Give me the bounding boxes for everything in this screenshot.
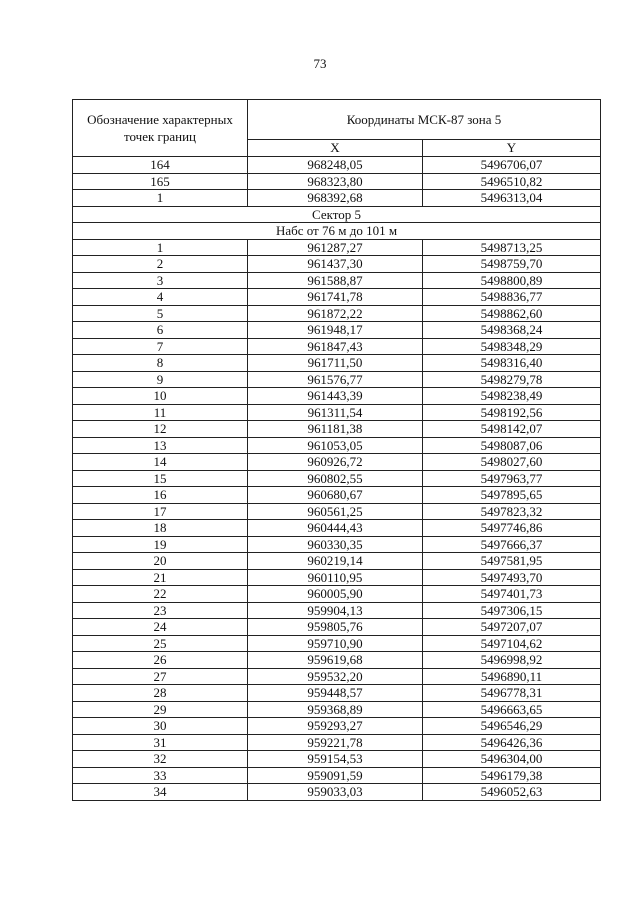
table-row bbox=[73, 751, 601, 768]
cell-y: 5497306,15 bbox=[423, 602, 601, 619]
cell-point-number: 21 bbox=[73, 569, 248, 586]
cell-y: 5497493,70 bbox=[423, 569, 601, 586]
cell-y: 5496663,65 bbox=[423, 701, 601, 718]
table-row bbox=[73, 520, 601, 537]
cell-x: 961741,78 bbox=[248, 289, 423, 306]
sector-rows bbox=[73, 239, 601, 800]
cell-x: 959904,13 bbox=[248, 602, 423, 619]
cell-point-number: 30 bbox=[73, 718, 248, 735]
cell-point-number: 6 bbox=[73, 322, 248, 339]
cell-x: 960219,14 bbox=[248, 553, 423, 570]
cell-y: 5496052,63 bbox=[423, 784, 601, 801]
cell-point-number: 23 bbox=[73, 602, 248, 619]
cell-point-number: 11 bbox=[73, 404, 248, 421]
cell-x: 961053,05 bbox=[248, 437, 423, 454]
cell-point-number: 28 bbox=[73, 685, 248, 702]
table-row bbox=[73, 784, 601, 801]
cell-x: 968392,68 bbox=[248, 190, 423, 207]
cell-x: 959293,27 bbox=[248, 718, 423, 735]
cell-y: 5498836,77 bbox=[423, 289, 601, 306]
table-row bbox=[73, 586, 601, 603]
cell-y: 5496546,29 bbox=[423, 718, 601, 735]
rows-before-sector bbox=[73, 157, 601, 207]
cell-x: 960561,25 bbox=[248, 503, 423, 520]
cell-x: 959221,78 bbox=[248, 734, 423, 751]
table-row bbox=[73, 470, 601, 487]
cell-y: 5497963,77 bbox=[423, 470, 601, 487]
cell-x: 961287,27 bbox=[248, 239, 423, 256]
cell-x: 961437,30 bbox=[248, 256, 423, 273]
cell-point-number: 15 bbox=[73, 470, 248, 487]
cell-x: 960005,90 bbox=[248, 586, 423, 603]
cell-point-number: 164 bbox=[73, 157, 248, 174]
cell-point-number: 10 bbox=[73, 388, 248, 405]
table-row bbox=[73, 487, 601, 504]
cell-x: 960110,95 bbox=[248, 569, 423, 586]
cell-point-number: 33 bbox=[73, 767, 248, 784]
table-row bbox=[73, 767, 601, 784]
sector-header bbox=[73, 206, 601, 239]
cell-y: 5497207,07 bbox=[423, 619, 601, 636]
table-row bbox=[73, 503, 601, 520]
table-row bbox=[73, 404, 601, 421]
cell-point-number: 1 bbox=[73, 239, 248, 256]
cell-point-number: 32 bbox=[73, 751, 248, 768]
cell-point-number: 34 bbox=[73, 784, 248, 801]
cell-x: 959619,68 bbox=[248, 652, 423, 669]
cell-x: 959091,59 bbox=[248, 767, 423, 784]
cell-y: 5497581,95 bbox=[423, 553, 601, 570]
cell-y: 5498027,60 bbox=[423, 454, 601, 471]
cell-y: 5498238,49 bbox=[423, 388, 601, 405]
cell-x: 959532,20 bbox=[248, 668, 423, 685]
cell-y: 5496998,92 bbox=[423, 652, 601, 669]
cell-point-number: 26 bbox=[73, 652, 248, 669]
cell-x: 961311,54 bbox=[248, 404, 423, 421]
table-row bbox=[73, 239, 601, 256]
cell-point-number: 27 bbox=[73, 668, 248, 685]
cell-point-number: 4 bbox=[73, 289, 248, 306]
cell-x: 961181,38 bbox=[248, 421, 423, 438]
cell-y: 5498759,70 bbox=[423, 256, 601, 273]
table-row bbox=[73, 701, 601, 718]
cell-point-number: 16 bbox=[73, 487, 248, 504]
table-row bbox=[73, 388, 601, 405]
table-row bbox=[73, 718, 601, 735]
cell-point-number: 18 bbox=[73, 520, 248, 537]
cell-y: 5498713,25 bbox=[423, 239, 601, 256]
cell-point-number: 8 bbox=[73, 355, 248, 372]
cell-point-number: 1 bbox=[73, 190, 248, 207]
table-row bbox=[73, 157, 601, 174]
cell-y: 5496890,11 bbox=[423, 668, 601, 685]
cell-x: 959154,53 bbox=[248, 751, 423, 768]
cell-x: 959033,03 bbox=[248, 784, 423, 801]
header-coordinates: Координаты МСК-87 зона 5 bbox=[248, 100, 601, 140]
table-row bbox=[73, 305, 601, 322]
cell-point-number: 2 bbox=[73, 256, 248, 273]
cell-y: 5496510,82 bbox=[423, 173, 601, 190]
cell-point-number: 29 bbox=[73, 701, 248, 718]
cell-y: 5498192,56 bbox=[423, 404, 601, 421]
table-row bbox=[73, 322, 601, 339]
cell-y: 5498316,40 bbox=[423, 355, 601, 372]
cell-y: 5496313,04 bbox=[423, 190, 601, 207]
cell-x: 961847,43 bbox=[248, 338, 423, 355]
cell-x: 968248,05 bbox=[248, 157, 423, 174]
cell-x: 961443,39 bbox=[248, 388, 423, 405]
cell-point-number: 9 bbox=[73, 371, 248, 388]
cell-x: 968323,80 bbox=[248, 173, 423, 190]
table-row bbox=[73, 635, 601, 652]
table-row bbox=[73, 355, 601, 372]
cell-y: 5496706,07 bbox=[423, 157, 601, 174]
cell-x: 959448,57 bbox=[248, 685, 423, 702]
cell-x: 961872,22 bbox=[248, 305, 423, 322]
cell-x: 959368,89 bbox=[248, 701, 423, 718]
cell-y: 5497823,32 bbox=[423, 503, 601, 520]
table-row bbox=[73, 652, 601, 669]
cell-y: 5498087,06 bbox=[423, 437, 601, 454]
table-row bbox=[73, 685, 601, 702]
cell-y: 5497104,62 bbox=[423, 635, 601, 652]
table-row bbox=[73, 437, 601, 454]
table-row bbox=[73, 371, 601, 388]
header-x: X bbox=[248, 139, 423, 156]
cell-y: 5497895,65 bbox=[423, 487, 601, 504]
table-row bbox=[73, 272, 601, 289]
cell-point-number: 7 bbox=[73, 338, 248, 355]
cell-y: 5496304,00 bbox=[423, 751, 601, 768]
cell-point-number: 31 bbox=[73, 734, 248, 751]
cell-point-number: 5 bbox=[73, 305, 248, 322]
cell-point-number: 19 bbox=[73, 536, 248, 553]
cell-point-number: 20 bbox=[73, 553, 248, 570]
cell-point-number: 25 bbox=[73, 635, 248, 652]
cell-x: 961948,17 bbox=[248, 322, 423, 339]
cell-y: 5498800,89 bbox=[423, 272, 601, 289]
cell-x: 961588,87 bbox=[248, 272, 423, 289]
cell-y: 5498862,60 bbox=[423, 305, 601, 322]
table-row bbox=[73, 668, 601, 685]
cell-x: 960680,67 bbox=[248, 487, 423, 504]
cell-point-number: 14 bbox=[73, 454, 248, 471]
cell-y: 5496426,36 bbox=[423, 734, 601, 751]
sector-title: Сектор 5 bbox=[73, 206, 601, 223]
cell-x: 960444,43 bbox=[248, 520, 423, 537]
cell-point-number: 17 bbox=[73, 503, 248, 520]
cell-y: 5498368,24 bbox=[423, 322, 601, 339]
header-y: Y bbox=[423, 139, 601, 156]
coordinates-table bbox=[72, 99, 601, 801]
table-row bbox=[73, 289, 601, 306]
cell-x: 960330,35 bbox=[248, 536, 423, 553]
table-row bbox=[73, 190, 601, 207]
cell-y: 5497666,37 bbox=[423, 536, 601, 553]
cell-x: 959805,76 bbox=[248, 619, 423, 636]
cell-point-number: 22 bbox=[73, 586, 248, 603]
table-row bbox=[73, 173, 601, 190]
table-row bbox=[73, 421, 601, 438]
table-row bbox=[73, 602, 601, 619]
page-number: 73 bbox=[313, 56, 327, 71]
cell-point-number: 3 bbox=[73, 272, 248, 289]
cell-point-number: 24 bbox=[73, 619, 248, 636]
cell-point-number: 165 bbox=[73, 173, 248, 190]
cell-y: 5498142,07 bbox=[423, 421, 601, 438]
cell-point-number: 13 bbox=[73, 437, 248, 454]
cell-y: 5497401,73 bbox=[423, 586, 601, 603]
table-row bbox=[73, 734, 601, 751]
table-row bbox=[73, 536, 601, 553]
cell-y: 5496179,38 bbox=[423, 767, 601, 784]
cell-x: 961576,77 bbox=[248, 371, 423, 388]
cell-x: 959710,90 bbox=[248, 635, 423, 652]
table-row bbox=[73, 553, 601, 570]
header-point-designation: Обозначение характерных точек границ bbox=[73, 100, 248, 157]
cell-y: 5496778,31 bbox=[423, 685, 601, 702]
cell-x: 961711,50 bbox=[248, 355, 423, 372]
sector-height-range: Набс от 76 м до 101 м bbox=[73, 223, 601, 240]
table-row bbox=[73, 454, 601, 471]
cell-y: 5497746,86 bbox=[423, 520, 601, 537]
cell-x: 960802,55 bbox=[248, 470, 423, 487]
cell-x: 960926,72 bbox=[248, 454, 423, 471]
cell-point-number: 12 bbox=[73, 421, 248, 438]
cell-y: 5498279,78 bbox=[423, 371, 601, 388]
table-row bbox=[73, 338, 601, 355]
cell-y: 5498348,29 bbox=[423, 338, 601, 355]
table-row bbox=[73, 569, 601, 586]
table-row bbox=[73, 256, 601, 273]
table-row bbox=[73, 619, 601, 636]
